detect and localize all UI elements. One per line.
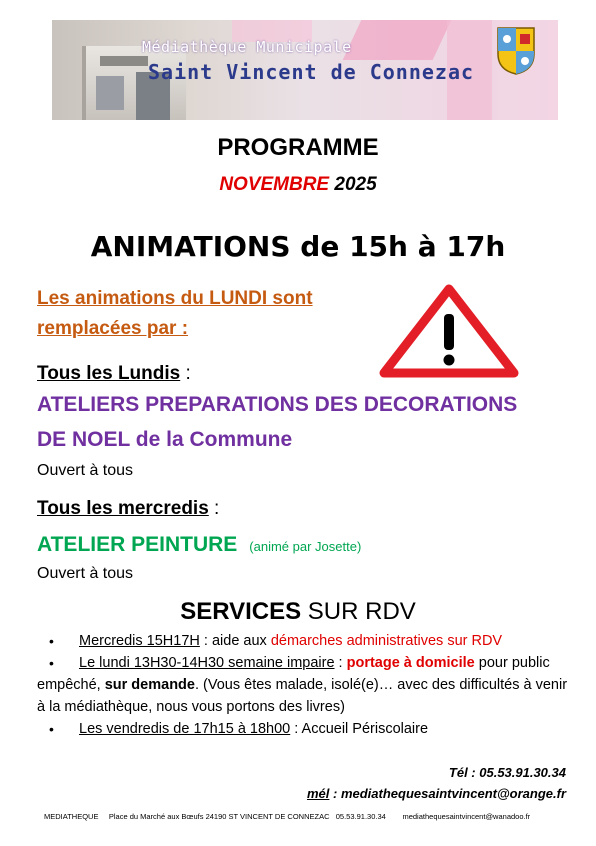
list-item	[37, 718, 569, 740]
monday-heading	[37, 363, 191, 385]
month-heading	[0, 174, 596, 196]
email-label: mél	[306, 786, 330, 801]
warning-triangle-icon	[379, 284, 519, 378]
page-footer: MEDIATHEQUE Place du Marché aux Bœufs 24190 ST VINCENT DE CONNEZAC 05.53.91.30.34 mediathequesaintvincent@wanadoo.fr	[44, 812, 531, 821]
animations-heading: ANIMATIONS de 15h à 17h	[90, 230, 506, 263]
monday-activity-line2: DE NOEL de la Commune	[37, 428, 293, 451]
service-when: Mercredis 15H17H	[79, 633, 200, 649]
service-text: pour public empêché,	[37, 655, 550, 693]
wednesday-activity-note: (animé par Josette)	[249, 539, 362, 554]
list-item	[37, 630, 569, 652]
banner-title-line2: Saint Vincent de Connezac	[148, 60, 475, 84]
monday-colon: :	[180, 363, 191, 384]
wednesday-colon: :	[208, 498, 220, 519]
service-text: :	[334, 655, 347, 671]
banner-title-line1: Médiathèque Municipale	[142, 38, 352, 56]
service-text: : Accueil Périscolaire	[290, 721, 429, 737]
services-list	[37, 630, 569, 740]
programme-heading: PROGRAMME	[217, 134, 379, 161]
wednesday-label: Tous les mercredis	[37, 498, 209, 519]
list-item	[37, 652, 569, 718]
service-highlight: démarches administratives sur RDV	[270, 633, 503, 649]
wednesday-activity	[37, 533, 361, 557]
notice-line2: remplacées par :	[37, 318, 189, 339]
service-text: . (Vous êtes malade, isolé(e)… avec des difficultés à venir à la médiathèque, nous vous portons des livres)	[37, 677, 568, 715]
wednesday-open-text: Ouvert à tous	[37, 565, 134, 582]
phone-number: Tél : 05.53.91.30.34	[448, 765, 566, 780]
year: 2025	[334, 174, 377, 195]
service-bold: sur demande	[104, 677, 195, 693]
service-text: : aide aux	[199, 633, 271, 649]
service-highlight: portage à domicile	[346, 655, 475, 671]
header-banner	[52, 20, 558, 120]
monday-open-text: Ouvert à tous	[37, 462, 134, 479]
notice-line1: Les animations du LUNDI sont	[37, 288, 313, 309]
banner-decoration	[343, 20, 452, 60]
services-title-bold: SERVICES	[180, 598, 302, 625]
email-address[interactable]: : mediathequesaintvincent@orange.fr	[329, 786, 566, 801]
services-heading	[0, 598, 596, 626]
services-title-rest: SUR RDV	[301, 598, 416, 625]
service-when: Les vendredis de 17h15 à 18h00	[79, 721, 291, 737]
email-line	[307, 786, 566, 801]
monday-activity-line1: ATELIERS PREPARATIONS DES DECORATIONS	[37, 393, 518, 416]
month-name: NOVEMBRE	[219, 174, 330, 195]
coat-of-arms-icon	[496, 26, 536, 76]
wednesday-heading	[37, 498, 219, 520]
monday-label: Tous les Lundis	[37, 363, 181, 384]
wednesday-activity-title: ATELIER PEINTURE	[37, 533, 238, 556]
service-when: Le lundi 13H30-14H30 semaine impaire	[79, 655, 335, 671]
